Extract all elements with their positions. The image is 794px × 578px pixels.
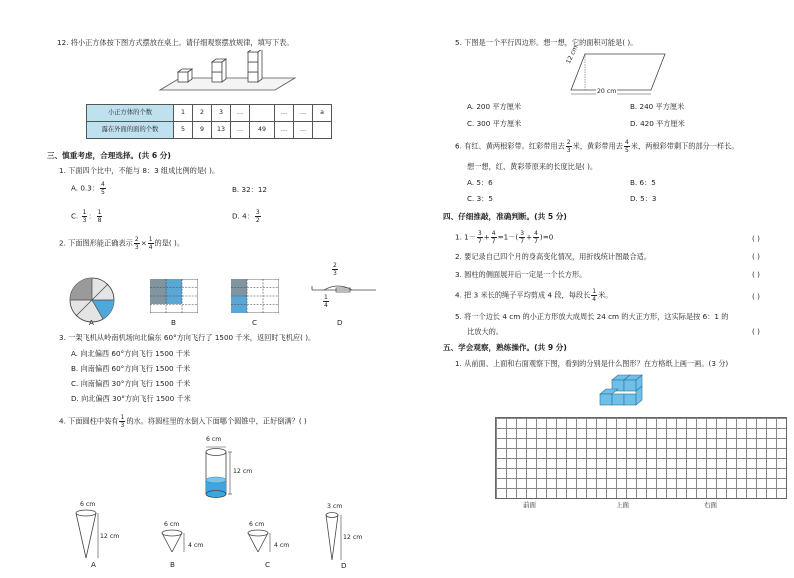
question-number: 1. — [59, 166, 66, 175]
question-number: 4. — [455, 290, 462, 300]
fraction — [519, 230, 525, 245]
cone-a-figure[interactable] — [72, 508, 102, 560]
section5-title: 五、学会观察，熟练操作。(共 9 分) — [443, 343, 567, 352]
numerator: 2 — [333, 262, 337, 269]
cone-a-diameter: 6 cm — [80, 501, 96, 508]
figure-label: C — [252, 318, 258, 327]
cone-d-height: 12 cm — [343, 534, 363, 541]
answer-paren[interactable]: ( ) — [752, 270, 760, 279]
question-text: 米，黄彩带用去 — [572, 141, 623, 151]
cone-a-height: 12 cm — [100, 533, 120, 540]
s4-item-5-line2: 比放大的。 — [467, 327, 503, 336]
q6-option-d[interactable]: D. 5：3 — [630, 194, 657, 203]
table-cell: … — [275, 122, 294, 139]
table-cell: 13 — [212, 122, 231, 139]
question-text: 1－ — [464, 232, 476, 242]
s4-item-2 — [455, 252, 651, 261]
table-cell: … — [294, 122, 313, 139]
option-b-grid-figure[interactable] — [150, 279, 198, 313]
view-label-right: 右面 — [704, 501, 717, 509]
fraction — [477, 230, 483, 245]
q6-option-b[interactable]: B. 6：5 — [630, 178, 656, 187]
table-cell: 5 — [174, 122, 193, 139]
table-cell: … — [231, 105, 250, 122]
table-header-cell: 小正方体的个数 — [87, 105, 174, 122]
table-cell-blank[interactable] — [313, 122, 332, 139]
denominator: 7 — [520, 238, 525, 245]
s3-q1-option-d[interactable] — [232, 209, 262, 224]
cone-c-height: 4 cm — [274, 542, 290, 549]
denominator: 3 — [333, 270, 337, 277]
numerator: 1 — [120, 414, 125, 421]
numerator: 4 — [624, 139, 629, 146]
q6-line2: 想一想，红、黄彩带原来的长度比是( )。 — [467, 162, 598, 171]
fraction — [119, 414, 125, 429]
question-number: 5. — [455, 312, 462, 321]
table-cell: 2 — [193, 105, 212, 122]
s5-q1-stem — [455, 359, 728, 368]
fraction — [624, 139, 630, 154]
numerator: 1 — [97, 209, 102, 216]
denominator: 7 — [534, 238, 538, 245]
question-number: 3. — [59, 333, 66, 342]
question-number: 4. — [59, 416, 66, 426]
option-text: D. 4： — [232, 211, 254, 221]
q12-number: 12. — [57, 38, 69, 47]
table-cell: 3 — [212, 105, 231, 122]
denominator: 3 — [566, 147, 571, 154]
s3-q1-option-a[interactable] — [71, 181, 107, 196]
numerator: 1 — [148, 236, 153, 243]
q6-option-a[interactable]: A. 5：6 — [467, 178, 493, 187]
question-text: 的是( )。 — [154, 238, 185, 248]
answer-paren[interactable]: ( ) — [752, 327, 760, 336]
cone-c-figure[interactable] — [244, 528, 274, 554]
question-text: 米。 — [598, 290, 613, 300]
answer-paren[interactable]: ( ) — [752, 234, 760, 243]
table-cell: 9 — [193, 122, 212, 139]
section4-title: 四、仔细推敲，准确判断。(共 5 分) — [443, 212, 567, 221]
cube-stacks-figure — [150, 50, 300, 95]
plus-sign: + — [483, 232, 490, 242]
denominator: 5 — [100, 189, 105, 196]
figure-label: C — [265, 560, 271, 569]
numerator: 3 — [255, 209, 260, 216]
denominator: 3 — [120, 422, 125, 429]
denominator: 4 — [148, 244, 153, 251]
parallelogram-figure — [565, 50, 685, 100]
drawing-grid[interactable] — [495, 417, 787, 499]
s3-q3-option-b[interactable]: B. 向南偏西 60°方向飞行 1500 千米 — [71, 364, 191, 373]
s3-q1-stem — [59, 166, 219, 175]
q5-option-a[interactable]: A. 200 平方厘米 — [467, 102, 522, 111]
question-number: 6. — [455, 141, 462, 151]
denominator: 5 — [624, 147, 629, 154]
question-text: 圆柱的侧面展开后一定是一个长方形。 — [464, 270, 587, 279]
q5-stem — [455, 38, 637, 47]
parallelogram-side-label: 12 cm — [565, 44, 580, 65]
fraction — [591, 288, 597, 303]
question-number: 2. — [59, 238, 66, 248]
equation-text: )=0 — [539, 232, 554, 242]
cylinder-height-label: 12 cm — [233, 468, 253, 475]
question-text: 将一个边长 4 cm 的小正方形放大成周长 24 cm 的大正方形，这实际是按 6：1 的 — [464, 312, 729, 321]
table-cell: a — [313, 105, 332, 122]
figure-label: B — [171, 318, 176, 327]
d-bottom-fraction — [322, 294, 330, 309]
fraction — [491, 230, 497, 245]
cone-b-diameter: 6 cm — [164, 521, 180, 528]
figure-label: B — [170, 560, 175, 569]
question-number: 3. — [455, 270, 462, 279]
blue-cubes-figure — [598, 372, 658, 412]
q12-table — [86, 104, 332, 139]
figure-label: D — [341, 561, 347, 570]
denominator: 4 — [592, 296, 597, 303]
numerator: 4 — [491, 230, 496, 237]
q12-stem — [57, 38, 294, 47]
table-cell: 49 — [250, 122, 275, 139]
question-number: 1. — [455, 232, 462, 242]
option-letter: C. — [71, 211, 79, 221]
denominator: 4 — [324, 302, 328, 309]
d-top-fraction — [331, 262, 339, 277]
question-number: 5. — [455, 38, 462, 47]
fraction — [533, 230, 539, 245]
question-text: 有红、黄两根彩带。红彩带用去 — [464, 141, 565, 151]
numerator: 3 — [477, 230, 482, 237]
question-text: 从前面、上面和右面观察下图，看到的分别是什么图形？在方格纸上画一画。(3 分) — [464, 359, 729, 368]
question-text: 下面图形能正确表示 — [68, 238, 133, 248]
cone-b-height: 4 cm — [188, 542, 204, 549]
fraction — [255, 209, 261, 224]
fraction — [323, 294, 329, 309]
figure-label: D — [337, 318, 343, 327]
parallelogram-base-label: 20 cm — [597, 88, 617, 95]
view-label-front: 前面 — [523, 501, 536, 509]
table-row — [87, 122, 332, 139]
s3-q4-stem — [59, 414, 307, 429]
s3-q2-stem — [59, 236, 184, 251]
s3-q3-option-a[interactable]: A. 向北偏西 60°方向飞行 1500 千米 — [71, 349, 191, 358]
option-text: A. 0.3： — [71, 183, 99, 193]
s3-q1-option-b[interactable]: B. 32：12 — [232, 185, 267, 194]
numerator: 1 — [592, 288, 597, 295]
fraction — [134, 236, 140, 251]
numerator: 1 — [324, 294, 328, 301]
denominator: 3 — [82, 217, 87, 224]
q6-stem — [455, 139, 739, 154]
view-label-top: 上面 — [616, 501, 629, 509]
figure-label: A — [91, 560, 96, 569]
question-text: 下图是一个平行四边形。想一想，它的面积可能是( )。 — [464, 38, 638, 47]
table-row — [87, 105, 332, 122]
table-cell: … — [294, 105, 313, 122]
answer-paren[interactable]: ( ) — [752, 252, 760, 261]
table-cell: … — [275, 105, 294, 122]
cone-d-diameter: 3 cm — [327, 503, 343, 510]
cylinder-diameter-label: 6 cm — [206, 436, 222, 443]
answer-paren[interactable]: ( ) — [752, 292, 760, 301]
cone-c-diameter: 6 cm — [249, 521, 265, 528]
denominator: 2 — [255, 217, 260, 224]
table-cell: 1 — [174, 105, 193, 122]
s4-item-1 — [455, 230, 553, 245]
numerator: 2 — [134, 236, 139, 243]
s4-item-5 — [455, 312, 728, 321]
fraction — [97, 209, 103, 224]
q6-option-c[interactable]: C. 3：5 — [467, 194, 493, 203]
table-cell: … — [231, 122, 250, 139]
q12-text: 将小正方体按下图方式摆放在桌上。请仔细观察摆放规律，填写下表。 — [70, 38, 294, 47]
plus-sign: + — [526, 232, 533, 242]
s3-q1-option-c[interactable] — [71, 209, 103, 224]
fraction — [148, 236, 154, 251]
question-text: 米，两根彩带剩下的部分一样长。 — [630, 141, 739, 151]
s3-q3-option-d[interactable]: D. 向北偏西 30°方向飞行 1500 千米 — [71, 394, 191, 403]
question-text: 一架飞机从岭南机场向北偏东 60°方向飞行了 1500 千米，返回时飞机应( )。 — [68, 333, 316, 342]
option-a-pie-figure[interactable] — [68, 276, 116, 324]
figure-label: A — [89, 318, 94, 327]
numerator: 4 — [100, 181, 105, 188]
equation-text: =1－( — [497, 232, 519, 242]
cone-b-figure[interactable] — [158, 528, 188, 554]
fraction — [566, 139, 572, 154]
s3-q3-stem — [59, 333, 315, 342]
numerator: 2 — [566, 139, 571, 146]
q5-option-d[interactable]: D. 420 平方厘米 — [630, 119, 685, 128]
q5-option-c[interactable]: C. 300 平方厘米 — [467, 119, 522, 128]
option-c-grid-figure[interactable] — [231, 279, 279, 313]
numerator: 1 — [82, 209, 87, 216]
section3-title: 三、慎重考虑，合理选择。(共 6 分) — [47, 151, 171, 160]
fraction — [100, 181, 106, 196]
denominator: 7 — [491, 238, 496, 245]
fraction — [332, 262, 338, 277]
numerator: 4 — [534, 230, 538, 237]
numerator: 3 — [520, 230, 525, 237]
question-number: 2. — [455, 252, 462, 261]
s4-item-3 — [455, 270, 586, 279]
question-text: 要记录自己四个月的身高变化情况，用折线统计图最合适。 — [464, 252, 652, 261]
question-text: 下面四个比中，不能与 8：3 组成比例的是( )。 — [68, 166, 220, 175]
q5-option-b[interactable]: B. 240 平方厘米 — [630, 102, 685, 111]
question-text: 下面圆柱中装有 — [68, 416, 119, 426]
denominator: 7 — [477, 238, 482, 245]
table-cell-blank[interactable] — [250, 105, 275, 122]
times-sign: × — [140, 238, 147, 248]
fraction — [82, 209, 88, 224]
question-text: 的水。将圆柱里的水倒入下面哪个圆锥中，正好倒满？( ) — [126, 416, 307, 426]
table-header-cell: 露在外面的面的个数 — [87, 122, 174, 139]
s3-q3-option-c[interactable]: C. 向南偏西 30°方向飞行 1500 千米 — [71, 379, 191, 388]
question-number: 1. — [455, 359, 462, 368]
denominator: 3 — [134, 244, 139, 251]
question-text: 把 3 米长的绳子平均剪成 4 段，每段长 — [464, 290, 591, 300]
s4-item-4 — [455, 288, 612, 303]
option-d-segment-figure[interactable] — [310, 282, 380, 294]
ratio-colon: ： — [88, 211, 96, 221]
denominator: 8 — [97, 217, 102, 224]
